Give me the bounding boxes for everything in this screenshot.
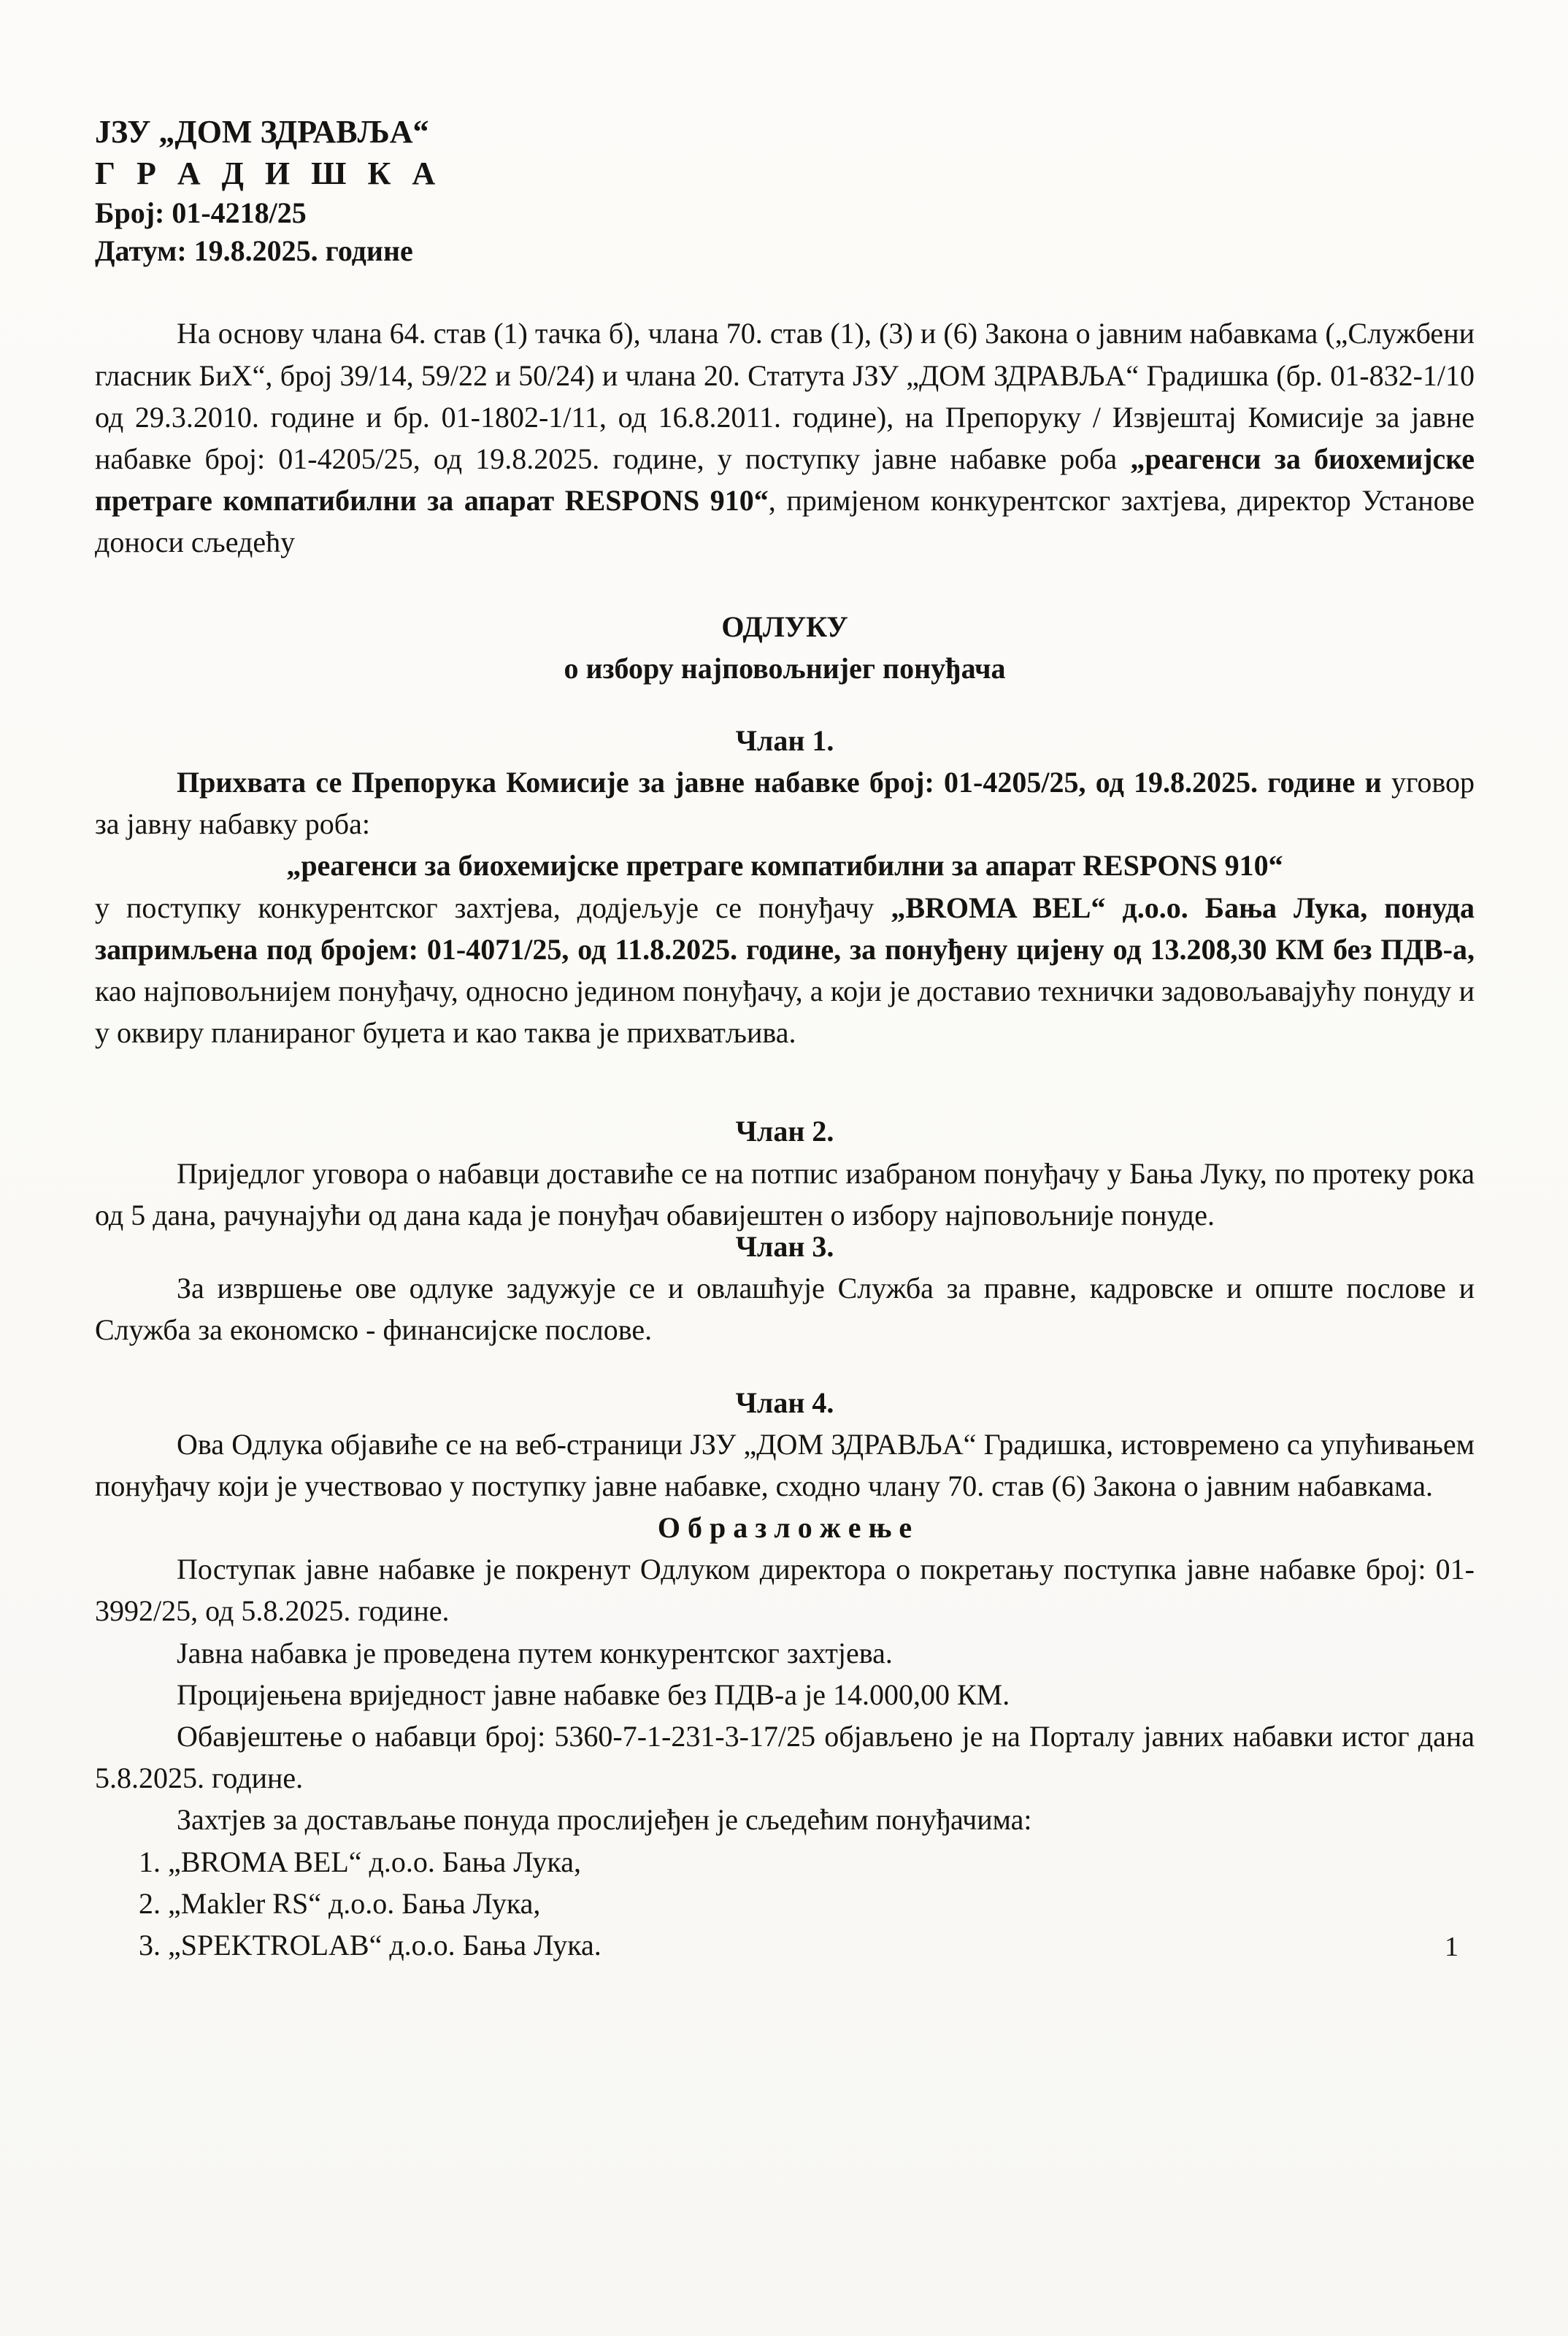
bidder-list-item: 2. „Makler RS“ д.о.о. Бања Лука,	[139, 1886, 541, 1920]
procurement-subject-line: „реагенси за биохемијске претраге компатибилни за апарат RESPONS 910“	[286, 849, 1283, 883]
org-name: ЈЗУ „ДОМ ЗДРАВЉА“	[95, 114, 429, 150]
explanation-paragraph-procedure: Јавна набавка је проведена путем конкурентског захтјева.	[177, 1636, 893, 1670]
article-4-heading: Члан 4.	[735, 1386, 834, 1419]
document-body	[95, 312, 1475, 1966]
explanation-paragraph-notice: Обавјештење о набавци број: 5360-7-1-231-3-17/25 објављено је на Порталу јавних набавки истог дана 5.8.2025. године.	[95, 1720, 1475, 1795]
article-2-paragraph: Приједлог уговора о набавци доставиће се на потпис изабраном понуђачу у Бања Луку, по протеку рока од 5 дана, рачунајући од дана када је понуђач обавијештен о избору најповољније понуде.	[95, 1156, 1475, 1232]
text-run: уговор за јавну набавку роба:	[95, 766, 1475, 841]
letterhead	[95, 111, 1475, 270]
text-run: „BROMA BEL“ д.о.о. Бања Лука, понуда запримљена под бројем: 01-4071/25, од 11.8.2025. године, за понуђену цијену од 13.208,30 КМ без ПДВ-а,	[95, 891, 1475, 966]
org-city: Г Р А Д И Ш К А	[95, 155, 442, 192]
doc-number: Број: 01-4218/25	[95, 196, 307, 230]
explanation-heading: О б р а з л о ж е њ е	[657, 1511, 912, 1545]
article-1-award-paragraph	[95, 887, 1475, 1054]
decision-title: ОДЛУКУ	[721, 610, 848, 643]
explanation-paragraph-request: Захтјев за достављање понуда прослијеђен је сљедећим понуђачима:	[177, 1803, 1032, 1837]
bidder-list-item: 3. „SPEKTROLAB“ д.о.о. Бања Лука.	[139, 1928, 602, 1962]
text-run: „реагенси за биохемијске претраге компатибилни за апарат RESPONS 910“	[95, 442, 1475, 518]
text-run: у поступку конкурентског захтјева, додјељује се понуђачу	[95, 891, 891, 924]
text-run: На основу члана 64. став (1) тачка б), члана 70. став (1), (3) и (6) Закона о јавним набавкама („Службени гласник БиХ“, број 39/14, 59/22 и 50/24) и члана 20. Статута ЈЗУ „ДОМ ЗДРАВЉА“ Градишка (бр. 01-832-1/10 од 29.3.2010. године и бр. 01-1802-1/11, од 16.8.2011. године), на Препоруку / Извјештај Комисије за јавне набавке број: 01-4205/25, од 19.8.2025. године, у поступку јавне набавке роба	[95, 317, 1475, 475]
text-run: Прихвата се Препорука Комисије за јавне набавке број: 01-4205/25, од 19.8.2025. године и	[177, 766, 1382, 799]
article-1-heading: Члан 1.	[735, 723, 834, 757]
page-number: 1	[1445, 1932, 1459, 1962]
article-2-heading: Члан 2.	[735, 1115, 834, 1148]
paragraph-legal-basis	[95, 312, 1475, 563]
bidder-list	[95, 1841, 1475, 1967]
explanation-paragraph-estimated-value: Процијењена вриједност јавне набавке без ПДВ-а је 14.000,00 КМ.	[177, 1678, 1010, 1711]
doc-date: Датум: 19.8.2025. године	[95, 234, 413, 268]
decision-subtitle: о избору најповољнијег понуђача	[564, 651, 1006, 685]
article-3-heading: Члан 3.	[735, 1229, 834, 1263]
text-run: , примјеном конкурентског захтјева, директор Установе доноси сљедећу	[95, 484, 1475, 559]
article-4-paragraph: Ова Одлука објавиће се на веб-страници ЈЗУ „ДОМ ЗДРАВЉА“ Градишка, истовремено са упућивањем понуђачу који је учествовао у поступку јавне набавке, сходно члану 70. став (6) Закона о јавним набавкама.	[95, 1427, 1475, 1502]
explanation-paragraph-initiation: Поступак јавне набавке је покренут Одлуком директора о покретању поступка јавне набавке број: 01-3992/25, од 5.8.2025. године.	[95, 1553, 1475, 1628]
text-run: као најповољнијем понуђачу, односно једином понуђачу, а који је доставио технички задовољавајућу понуду и у оквиру планираног буџета и као таква је прихватљива.	[95, 975, 1475, 1050]
article-1-acceptance-paragraph	[95, 761, 1475, 845]
article-3-paragraph: За извршење ове одлуке задужује се и овлашћује Служба за правне, кадровске и опште послове и Служба за економско - финансијске послове.	[95, 1272, 1475, 1347]
bidder-list-item: 1. „BROMA BEL“ д.о.о. Бања Лука,	[139, 1845, 582, 1878]
